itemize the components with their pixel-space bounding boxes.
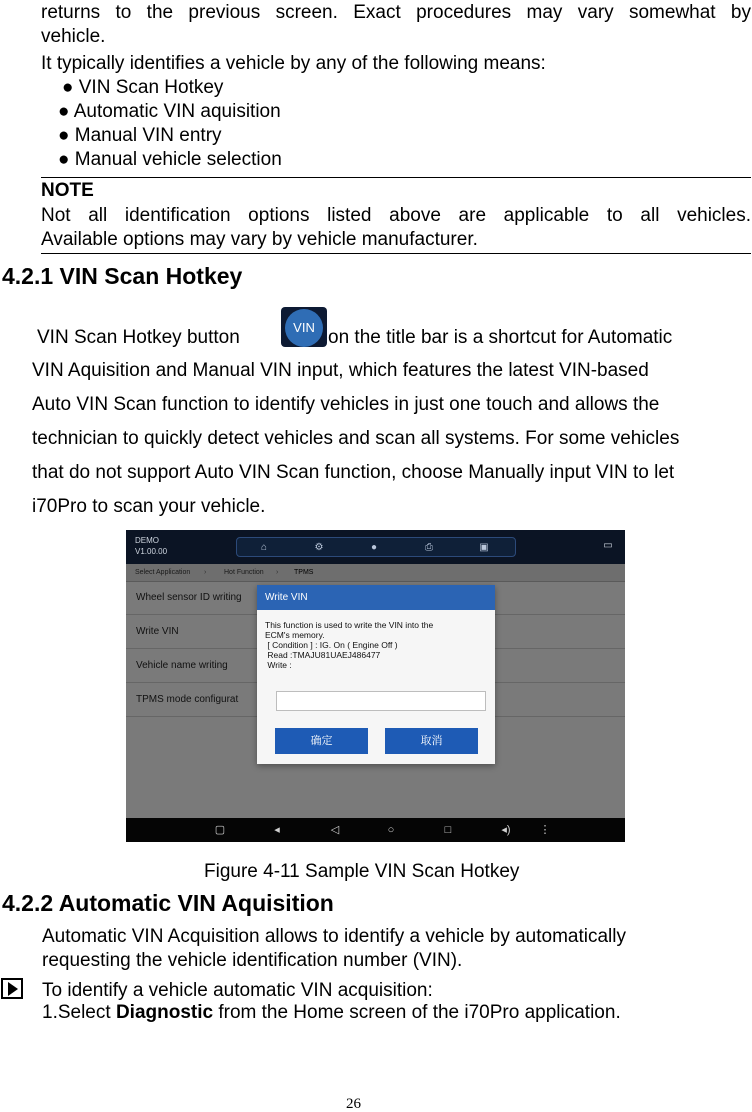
dialog-line: ECM's memory. <box>265 630 325 640</box>
dialog-line: Write : <box>265 660 292 670</box>
step-rest: from the Home screen of the i70Pro application. <box>213 1002 621 1023</box>
section1-body <box>32 354 679 524</box>
write-vin-input[interactable] <box>276 691 486 711</box>
section1-line: Auto VIN Scan function to identify vehicles in just one touch and allows the <box>32 394 660 415</box>
section1-lead: VIN Scan Hotkey button <box>37 327 240 348</box>
breadcrumb <box>126 564 625 582</box>
page-number: 26 <box>346 1096 361 1112</box>
settings-icon[interactable]: ⚙ <box>314 542 324 553</box>
bullet-manual-vehicle-selection: ● Manual vehicle selection <box>58 149 282 170</box>
note-line-1: Not all identification options listed above are applicable to all vehicles. <box>41 205 751 226</box>
figure-caption: Figure 4-11 Sample VIN Scan Hotkey <box>204 861 520 882</box>
record-icon[interactable]: ● <box>370 542 378 553</box>
dialog-line: [ Condition ] : IG. On ( Engine Off ) <box>265 640 398 650</box>
screenshot-icon[interactable]: ▢ <box>214 824 226 836</box>
section-heading-automatic-vin: 4.2.2 Automatic VIN Aquisition <box>2 890 334 916</box>
ok-button[interactable]: 确定 <box>275 728 368 754</box>
section2-line-1: Automatic VIN Acquisition allows to identify a vehicle by automatically <box>42 926 626 947</box>
breadcrumb-item[interactable]: Hot Function <box>224 569 264 576</box>
breadcrumb-separator-icon: › <box>276 569 279 576</box>
demo-text: DEMO <box>135 536 159 545</box>
home-icon[interactable]: ⌂ <box>260 542 268 553</box>
intro-line-1: returns to the previous screen. Exact procedures may vary somewhat by <box>41 2 751 23</box>
dialog-text <box>265 620 491 670</box>
write-vin-dialog <box>257 585 495 764</box>
intro-line-3: It typically identifies a vehicle by any of the following means: <box>41 53 546 74</box>
breadcrumb-item[interactable]: TPMS <box>294 569 314 576</box>
note-line-2: Available options may vary by vehicle manufacturer. <box>41 229 478 250</box>
back-icon[interactable]: ◁ <box>330 824 340 836</box>
print-icon[interactable]: ⎙ <box>425 542 433 553</box>
section1-lead-after: on the title bar is a shortcut for Automatic <box>328 327 673 348</box>
step-prefix: 1.Select <box>42 1002 116 1023</box>
demo-label <box>135 535 167 557</box>
dialog-line: This function is used to write the VIN into the <box>265 620 434 630</box>
save-icon[interactable]: ▣ <box>479 542 489 553</box>
list-item-label: TPMS mode configurat <box>136 694 239 705</box>
bullet-manual-vin-entry: ● Manual VIN entry <box>58 125 222 146</box>
procedure-intro: To identify a vehicle automatic VIN acquisition: <box>42 980 433 1001</box>
note-title: NOTE <box>41 180 94 201</box>
volume-down-icon[interactable]: ◂ <box>274 824 280 836</box>
note-top-rule <box>41 177 751 178</box>
dialog-title: Write VIN <box>257 585 495 610</box>
android-nav-bar <box>126 818 625 842</box>
breadcrumb-separator-icon: › <box>204 569 207 576</box>
version-text: V1.00.00 <box>135 547 168 556</box>
play-arrow-icon <box>1 978 23 999</box>
home-circle-icon[interactable]: ○ <box>387 824 395 836</box>
recent-apps-icon[interactable]: □ <box>444 824 452 836</box>
battery-icon: ▭ <box>603 540 613 551</box>
more-icon[interactable]: ⋮ <box>539 824 551 836</box>
section2-line-2: requesting the vehicle identification number (VIN). <box>42 950 463 971</box>
list-item-label: Write VIN <box>136 626 179 637</box>
bullet-vin-scan-hotkey: ● VIN Scan Hotkey <box>62 77 224 98</box>
screenshot-title-bar <box>126 530 625 564</box>
screenshot-toolbar <box>236 537 516 557</box>
vin-icon: VIN <box>285 309 323 347</box>
section1-line: i70Pro to scan your vehicle. <box>32 496 266 517</box>
procedure-step-1 <box>42 1001 621 1025</box>
section1-line: that do not support Auto VIN Scan function, choose Manually input VIN to let <box>32 462 675 483</box>
section1-line: technician to quickly detect vehicles and scan all systems. For some vehicles <box>32 428 680 449</box>
note-bottom-rule <box>41 253 751 254</box>
bullet-automatic-vin: ● Automatic VIN aquisition <box>58 101 281 122</box>
vin-scan-hotkey-button <box>281 307 327 347</box>
sample-screenshot <box>126 530 625 842</box>
list-item-label: Vehicle name writing <box>136 660 228 671</box>
section-heading-vin-scan-hotkey: 4.2.1 VIN Scan Hotkey <box>2 263 243 289</box>
section1-line: VIN Aquisition and Manual VIN input, which features the latest VIN-based <box>32 360 649 381</box>
list-item-label: Wheel sensor ID writing <box>136 592 242 603</box>
cancel-button[interactable]: 取消 <box>385 728 478 754</box>
dialog-line: Read :TMAJU81UAEJ486477 <box>265 650 381 660</box>
intro-line-2: vehicle. <box>41 26 106 47</box>
volume-up-icon[interactable]: ◂) <box>501 824 511 836</box>
step-bold: Diagnostic <box>115 1002 214 1023</box>
breadcrumb-item[interactable]: Select Application <box>135 569 191 576</box>
